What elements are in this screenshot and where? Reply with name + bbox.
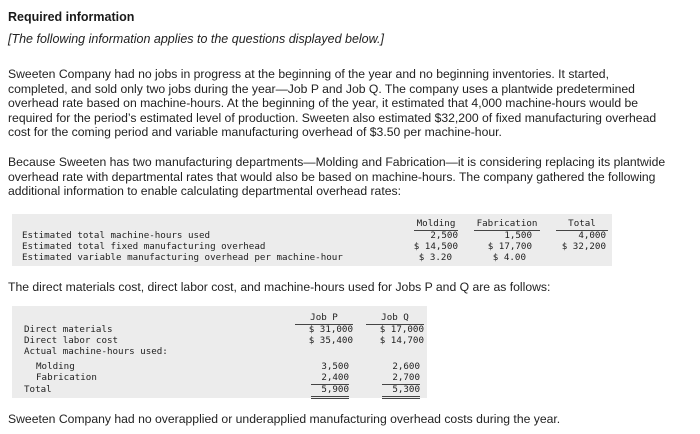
job-cell: 3,500 [321,361,349,372]
intro-line: cost for the coming period and variable manufacturing overhead of $3.50 per machine-hour. [8,125,502,140]
job-row-label: Molding [36,361,75,372]
job-cell: $ 31,000 [308,324,353,335]
double-underline [382,398,420,399]
col-header-molding: Molding [414,218,458,231]
dept-table [12,214,612,266]
intro-line: overhead rate based on machine-hours. At the beginning of the year, it estimated that 4,000 machine-hours would be [8,96,639,111]
dept-cell: 1,500 [504,230,532,241]
intro-line: completed, and sold only two jobs during the year—Job P and Job Q. The company uses a plantwide predetermined [8,81,635,96]
dept-cell: $ 17,700 [487,241,532,252]
job-row-label: Direct labor cost [24,335,119,346]
job-cell: 2,700 [382,372,420,385]
dept-row-label: Estimated total machine-hours used [22,230,211,241]
job-table [12,306,427,398]
job-total-cell: 5,900 [311,384,349,397]
job-cell: $ 14,700 [379,335,424,346]
job-row-label: Actual machine-hours used: [24,346,168,357]
dept-line: overhead rate with departmental rates that would also be based on machine-hours. The company gathered the following [8,169,656,184]
dept-cell: $ 32,200 [561,241,606,252]
section-title: Required information [8,10,135,24]
col-header-job-q: Job Q [366,312,424,325]
job-total-cell: 5,300 [382,384,420,397]
dept-cell: $ 4.00 [492,252,526,263]
dept-cell: 4,000 [578,230,606,241]
col-header-fabrication: Fabrication [474,218,540,231]
intro-line: required for the period’s estimated level of production. Sweeten also estimated $32,200 of fixed manufacturing overhead [8,110,657,125]
job-cell: 2,400 [311,372,349,385]
intro-paragraph [8,67,656,140]
double-underline [311,398,349,399]
dept-paragraph [8,155,665,199]
intro-line: Sweeten Company had no jobs in progress at the beginning of the year and no beginning inventories. It started, [8,67,609,81]
dept-row-label: Estimated variable manufacturing overhead per machine-hour [22,252,343,263]
dept-cell: $ 14,500 [413,241,458,252]
col-header-job-p: Job P [295,312,353,325]
dept-line: Because Sweeten has two manufacturing departments—Molding and Fabrication—it is considering replacing its plantwide [8,155,666,169]
dept-cell: 2,500 [430,230,458,241]
job-row-label: Fabrication [36,372,97,383]
dept-row-label: Estimated total fixed manufacturing overhead [22,241,266,252]
job-row-label: Total [24,384,52,395]
job-row-label: Direct materials [24,324,113,335]
job-cell: $ 35,400 [308,335,353,346]
closing-note: Sweeten Company had no overapplied or underapplied manufacturing overhead costs during the year. [8,412,561,426]
job-cell: 2,600 [392,361,420,372]
section-subtitle: [The following information applies to the questions displayed below.] [8,32,384,46]
dept-line: additional information to enable calculating departmental overhead rates: [8,184,401,199]
col-header-total: Total [556,218,608,231]
job-intro: The direct materials cost, direct labor cost, and machine-hours used for Jobs P and Q are as follows: [8,280,551,294]
dept-cell: $ 3.20 [418,252,452,263]
job-cell: $ 17,000 [379,324,424,335]
